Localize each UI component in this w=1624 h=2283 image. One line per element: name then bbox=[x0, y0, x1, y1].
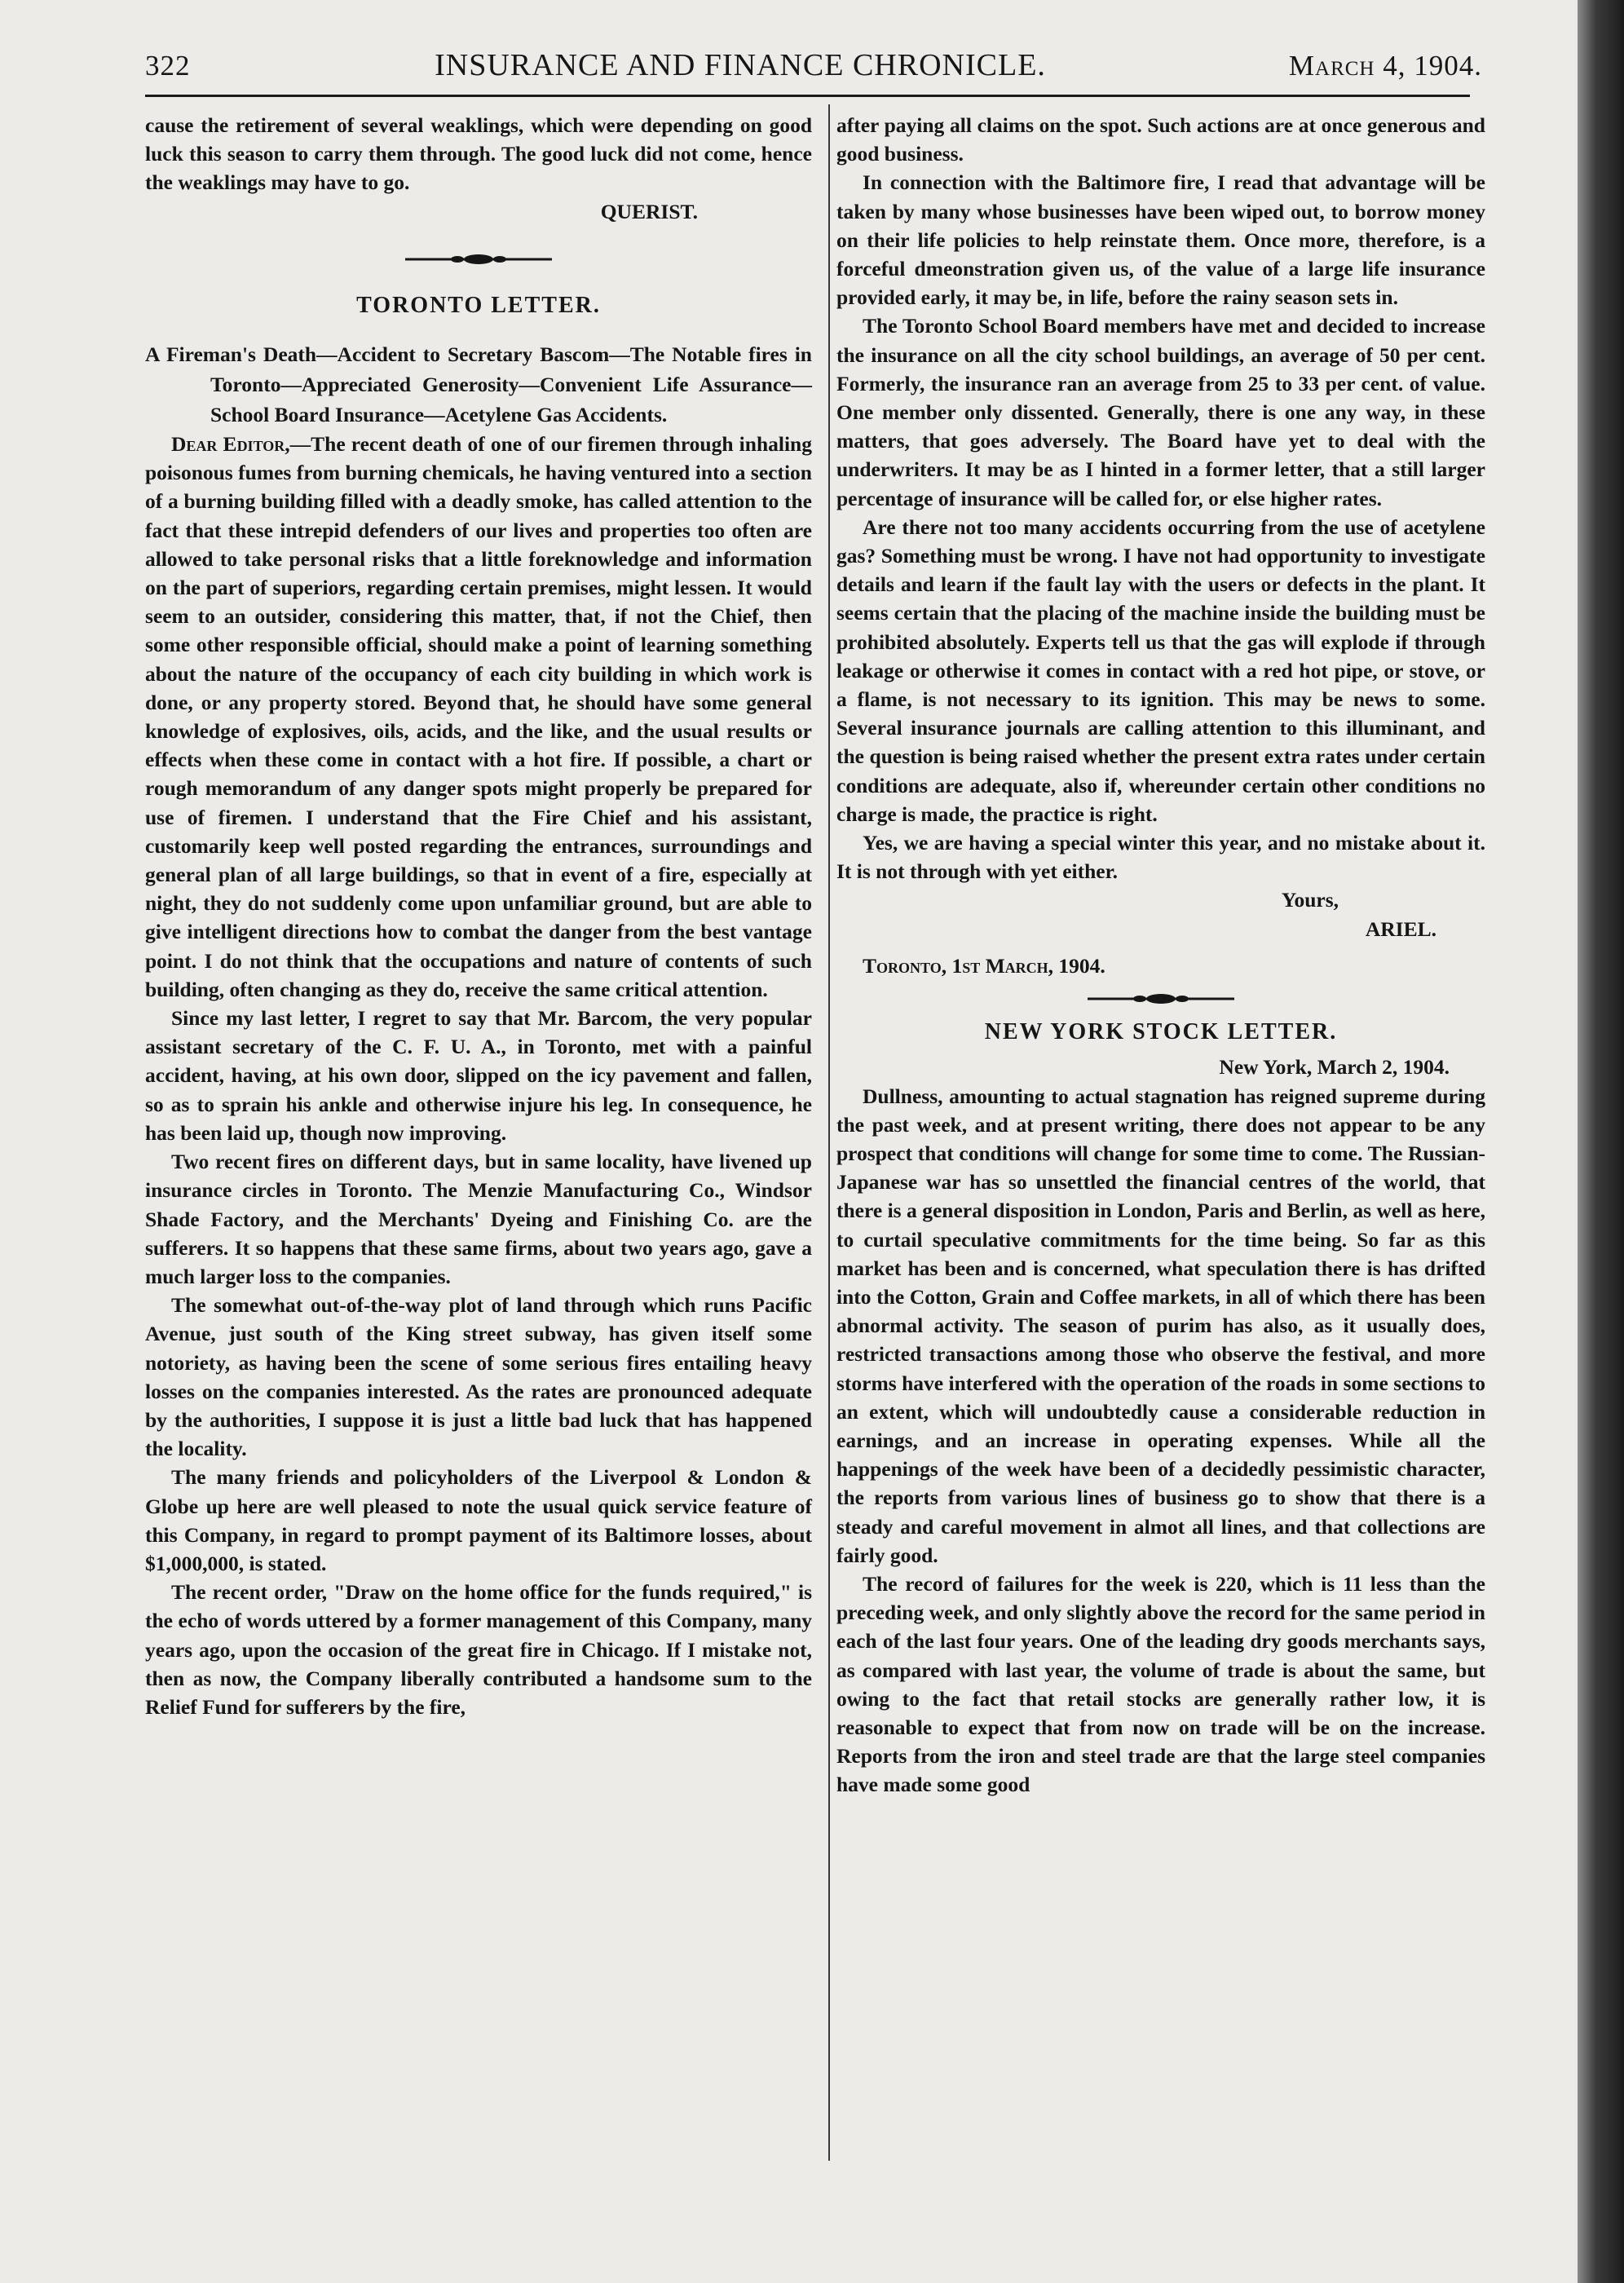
column-divider bbox=[828, 104, 830, 2161]
article-paragraph: The somewhat out-of-the-way plot of land through which runs Pacific Avenue, just south of the King street subway, has given itself some notoriety, as having been the scene of some serious fires entailing heavy losses on the companies interested. As the rates are pronounced adequate by the authorities, I suppose it is just a little bad luck that has happened the locality. bbox=[145, 1293, 812, 1461]
ny-dateline: New York, March 2, 1904. bbox=[1219, 1055, 1450, 1080]
ny-stock-letter-title: NEW YORK STOCK LETTER. bbox=[984, 1019, 1338, 1045]
left-column bbox=[145, 111, 812, 1721]
first-paragraph-text: —The recent death of one of our firemen through inhaling poisonous fumes from burning chemicals, he having ventured into a section of a burning building filled with a deadly smoke, has called attention to the fact that these intrepid defenders of our lives and properties too often are allowed to take personal risks that a little foreknowledge and information on the part of superiors, regarding certain premises, might lessen. It would seem to an outsider, considering this matter, that, if not the Chief, then some other responsible official, should make a point of learning something about the nature of the occupancy of each city building in which work is done, or any property stored. Beyond that, he should have some general knowledge of explosives, oils, acids, and the like, and the usual results or effects when these come in contact with a hot fire. If possible, a chart or rough memorandum of any danger spots might properly be prepared for use of firemen. I understand that the Fire Chief and his assistant, customarily keep well posted regarding the entrances, surroundings and general plan of all large buildings, so that in event of a fire, especially at night, they do not suddenly come upon unfamiliar ground, but are able to give intelligent directions how to combat the danger from the best vantage point. I do not think that the occupations and nature of contents of such building, often changing as they do, receive the same critical attention. bbox=[145, 432, 812, 1001]
article-paragraph: after paying all claims on the spot. Such actions are at once generous and good business. bbox=[836, 113, 1485, 166]
binding-shadow bbox=[1578, 0, 1624, 2283]
letter-place-date: Toronto, 1st March, 1904. bbox=[863, 953, 1105, 978]
article-paragraph: Yes, we are having a special winter this year, and no mistake about it. It is not through with yet either. bbox=[836, 831, 1485, 884]
querist-paragraph: cause the retirement of several weaklings, which were depending on good luck this season to carry them through. The good luck did not come, hence the weaklings may have to go. bbox=[145, 113, 812, 195]
issue-date: March 4, 1904. bbox=[1288, 50, 1482, 82]
article-paragraph: Since my last letter, I regret to say that Mr. Barcom, the very popular assistant secretary of the C. F. U. A., in Toronto, met with a painful accident, having, at his own door, slipped on the icy pavement and fallen, so as to sprain his ankle and otherwise injure his leg. In consequence, he has been laid up, though now improving. bbox=[145, 1006, 812, 1145]
article-paragraph: The many friends and policyholders of the Liverpool & London & Globe up here are well pleased to note the usual quick service feature of this Company, in regard to prompt payment of its Baltimore losses, about $1,000,000, is stated. bbox=[145, 1465, 812, 1575]
letter-closing: Yours, bbox=[1281, 888, 1339, 912]
running-head bbox=[145, 47, 1482, 90]
page-number: 322 bbox=[145, 50, 191, 82]
article-paragraph: The recent order, "Draw on the home office for the funds required," is the echo of words uttered by a former management of this Company, many years ago, upon the occasion of the great fire in Chicago. If I mistake not, then as now, the Company liberally contributed a handsome sum to the Relief Fund for sufferers by the fire, bbox=[145, 1580, 812, 1719]
article-paragraph: Are there not too many accidents occurring from the use of acetylene gas? Something must be wrong. I have not had opportunity to investigate details and learn if the fault lay with the users or defects in the plant. It seems certain that the placing of the machine inside the building must be prohibited absolutely. Experts tell us that the gas will explode if through leakage or otherwise it comes in contact with a red hot pipe, or stove, or a flame, is not necessary to its ignition. This may be news to some. Several insurance journals are calling attention to this illuminant, and the question is being raised whether the present extra rates under certain conditions are adequate, also if, whereunder certain other conditions no charge is made, the practice is right. bbox=[836, 514, 1485, 826]
article-paragraph: The Toronto School Board members have met and decided to increase the insurance on all the city school buildings, an average of 50 per cent. Formerly, the insurance ran an average from 25 to 33 per cent. of value. One member only dissented. Generally, there is one any way, in these matters, that goes adversely. The Board have yet to deal with the underwriters. It may be as I hinted in a former letter, that a still larger percentage of insurance will be called for, or else higher rates. bbox=[836, 314, 1485, 510]
section-ornament bbox=[1088, 991, 1234, 1006]
querist-signoff: QUERIST. bbox=[600, 199, 698, 223]
article-paragraph: Two recent fires on different days, but in same locality, have livened up insurance circles in Toronto. The Menzie Manufacturing Co., Windsor Shade Factory, and the Merchants' Dyeing and Finishing Co. are the sufferers. It so happens that these same firms, about two years ago, gave a much larger loss to the companies. bbox=[145, 1150, 812, 1288]
letter-signature: ARIEL. bbox=[1365, 916, 1436, 941]
article-paragraph: In connection with the Baltimore fire, I read that advantage will be taken by many whose businesses have been wiped out, to borrow money on their life policies to help reinstate them. Once more, therefore, is a forceful dmeonstration given us, of the value of a large life insurance provided early, it may be, in life, before the rainy season sets in. bbox=[836, 170, 1485, 310]
right-column bbox=[836, 111, 1485, 1799]
salutation: Dear Editor, bbox=[171, 432, 290, 457]
header-rule bbox=[145, 95, 1470, 97]
toronto-letter-title: TORONTO LETTER. bbox=[356, 292, 601, 318]
toronto-letter-summary: A Fireman's Death—Accident to Secretary Bascom—The Notable fires in Toronto—Appreciated Generosity—Convenient Life Assurance—School Board Insurance—Acetylene Gas Accidents. bbox=[145, 342, 812, 427]
publication-title: INSURANCE AND FINANCE CHRONICLE. bbox=[435, 48, 1046, 82]
article-paragraph: Dullness, amounting to actual stagnation has reigned supreme during the past week, and at present writing, there does not appear to be any prospect that conditions will change for some time to come. The Russian-Japanese war has so unsettled the financial centres of the world, that there is a general disposition in London, Paris and Berlin, as well as here, to curtail speculative commitments for the time being. So far as this market has been and is concerned, what speculation there is has drifted into the Cotton, Grain and Coffee markets, in all of which there has been abnormal activity. The season of purim has also, as it usually does, restricted transactions among those who observe the festival, and more storms have interfered with the operation of the roads in some sections to an extent, which will undoubtedly cause a considerable reduction in earnings, and an increase in operating expenses. While all the happenings of the week have been of a decidedly pessimistic character, the reports from various lines of business go to show that there is a steady and careful movement in almot all lines, and that collections are fairly good. bbox=[836, 1084, 1485, 1567]
section-ornament bbox=[405, 252, 552, 267]
article-paragraph: The record of failures for the week is 220, which is 11 less than the preceding week, and only slightly above the record for the same period in each of the last four years. One of the leading dry goods merchants says, as compared with last year, the volume of trade is about the same, but owing to the fact that retail stocks are generally rather low, it is reasonable to expect that from now on trade will be on the increase. Reports from the iron and steel trade are that the large steel companies have made some good bbox=[836, 1571, 1485, 1797]
article-paragraph bbox=[145, 430, 812, 1004]
